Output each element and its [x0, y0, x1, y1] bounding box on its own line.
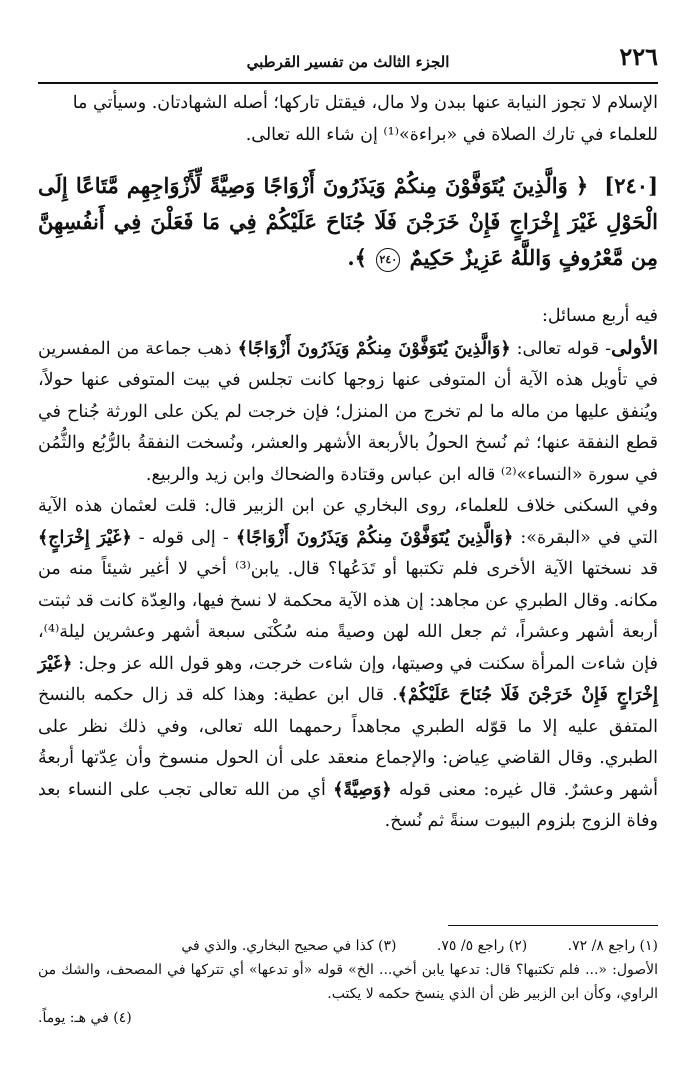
footnotes: [38, 934, 658, 1030]
para2-text-a: وفي السكنى خلاف للعلماء، روى البخاري عن ابن الزبير قال: قلت لعثمان هذه الآية التي في «البقرة»:: [38, 496, 658, 548]
verse-number: [٢٤٠]: [604, 173, 659, 198]
issue-one-paragraph-2: [38, 491, 658, 838]
footnote-4: (٤) في هـ: يوماً.: [38, 1010, 132, 1026]
para2-text-d: . قال ابن عطية: وهذا كله قد زال حكمه بالنسخ المتفق عليه إلا ما قوّله الطبري مجاهداً رحمهما الله تعالى، وفي ذلك نظر على الطبري. وقال القاضي عِياض: والإجماع منعقد على أن الحول منسوخ وأن عِدّتها أربعةُ أشهر وعشرٌ. قال غيره: معنى قوله: [38, 685, 658, 800]
issue-label: الأولى: [611, 336, 658, 359]
para2-text-c: قد نسختها الآية الأخرى فلم تكتبها أو تَدَعُها؟ قال. يابن⁽³⁾ أخي لا أغير شيئاً منه من مكانه. وقال الطبري عن مجاهد: إن هذه الآية محكمة لا نسخ فيها، والعِدّة كانت قد ثبتت أربعة أشهر وعشراً، ثم جعل الله لهن وصيةً منه سُكْنَى سبعة أشهر وعشرين ليلة⁽⁴⁾، فإن شاءت المرأة سكنت في وصيتها، وإن شاءت خرجت، وهو قول الله عز وجل:: [38, 559, 658, 674]
intro-paragraph: [38, 88, 658, 151]
page-number: ٢٢٦: [619, 42, 658, 71]
para1-text-a: - قوله تعالى:: [510, 338, 612, 359]
issues-heading: فيه أربع مسائل:: [542, 306, 658, 326]
header-rule: [38, 82, 658, 84]
para1-text-b: ذهب جماعة من المفسرين في تأويل هذه الآية أن المتوفى عنها زوجها كانت تجلس في بيت المتوفى عنها حولاً، ويُنفق عليها من ماله ما لم تخرج من المنزل؛ فإن خرجت لم يكن على الورثة جُناح في قطع النفقة عنها؛ ثم نُسخ الحولُ بالأربعة الأشهر والعشر، ونُسخت النفقةُ بالرُّبُع والثُّمُن في سورة «النساء»⁽²⁾ قاله ابن عباس وقتادة والضحاك وابن زيد والربيع.: [38, 338, 658, 485]
quran-verse: [38, 168, 658, 276]
footnote-1: (١) راجع ٨/ ٧٢.: [567, 938, 658, 954]
intro-line-2: للعلماء في تارك الصلاة في «براءة»⁽¹⁾ إن شاء الله تعالى.: [245, 124, 658, 145]
verse-text: ﴿ وَالَّذِينَ يُتَوَفَّوْنَ مِنكُمْ وَيَذَرُونَ أَزْوَاجًا وَصِيَّةً لِّأَزْوَاجِهِم مَّتَاعًا إِلَى الْحَوْلِ غَيْرَ إِخْرَاجٍ فَإِنْ خَرَجْنَ فَلَا جُنَاحَ عَلَيْكُمْ فِي مَا فَعَلْنَ فِي أَنفُسِهِنَّ مِن مَّعْرُوفٍ وَاللَّهُ عَزِيزٌ حَكِيمٌ: [38, 173, 658, 270]
para2-quote-2: ﴿غَيْرَ إِخْرَاجٍ﴾: [38, 527, 132, 548]
intro-line-1: الإسلام لا تجوز النيابة عنها ببدن ولا مال، فيقتل تاركها؛ أصله الشهادتان. وسيأتي ما: [72, 93, 658, 113]
para2-text-e: أي من الله تعالى تجب على النساء بعد وفاة الزوج بلزوم البيوت سنةً ثم نُسخ.: [38, 779, 658, 831]
verse-closing: ﴾.: [347, 245, 367, 270]
para1-quote: ﴿وَالَّذِينَ يُتَوَفَّوْنَ مِنكُمْ وَيَذَرُونَ أَزْوَاجًا﴾: [237, 338, 511, 359]
page-header: [38, 42, 658, 80]
para2-quote-4: ﴿وَصِيَّةً﴾: [333, 779, 392, 800]
footnote-2: (٢) راجع ٥/ ٧٥.: [436, 938, 528, 954]
commentary-body: [38, 301, 658, 838]
running-title: الجزء الثالث من تفسير القرطبي: [246, 53, 450, 71]
para2-quote-1: ﴿وَالَّذِينَ يُتَوَفَّوْنَ مِنكُمْ وَيَذَرُونَ أَزْوَاجًا﴾: [235, 527, 514, 548]
footnotes-line-4: [38, 1006, 658, 1030]
footnote-3-start: (٣) كذا في صحيح البخاري. والذي في: [181, 938, 397, 954]
footnotes-line-1: [38, 934, 658, 958]
para2-quote-3: ﴿غَيْرَ إِخْرَاجٍ فَإِنْ خَرَجْنَ فَلَا جُنَاحَ عَلَيْكُمْ﴾: [38, 653, 658, 705]
ayah-end-marker: ٢٤٠: [376, 248, 400, 272]
issue-one-paragraph: [38, 333, 658, 492]
footnote-3-continued: الأصول: «... فلم تكتبها؟ قال: تدعها يابن أخي... الخ» قوله «أو تدعها» أي تتركها في المصحف، والشك من الراوي، وكأن ابن الزبير ظن أن الذي ينسخ حكمه لا يكتب.: [38, 962, 658, 1002]
footnote-rule: [448, 925, 658, 926]
para2-text-b: - إلى قوله -: [131, 527, 236, 548]
